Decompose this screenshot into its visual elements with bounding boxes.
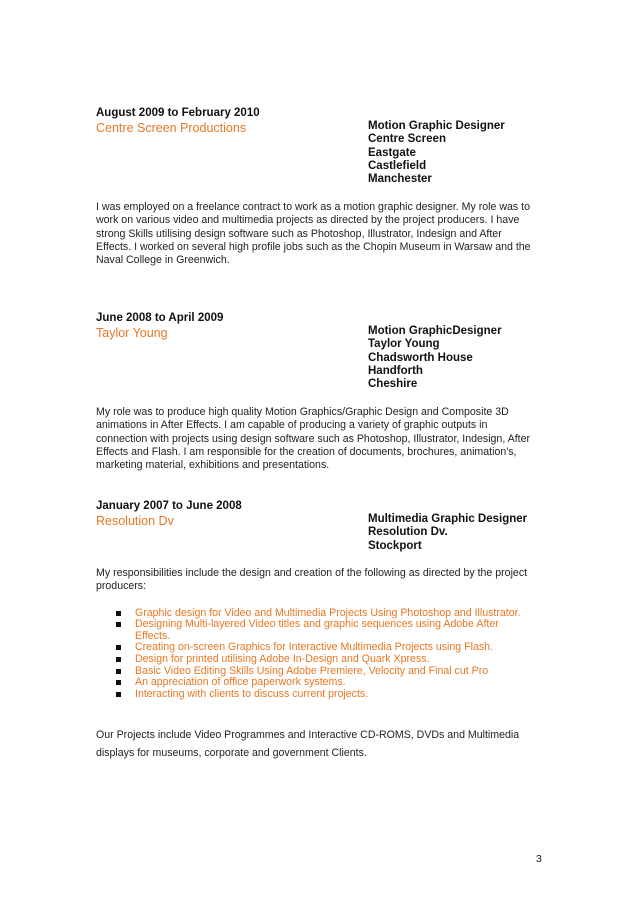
description-line: Naval College in Greenwich.: [96, 254, 230, 267]
closing-paragraph: [96, 726, 546, 762]
job-dates: August 2009 to February 2010: [96, 107, 260, 119]
job-entry: [96, 106, 546, 267]
page-number: 3: [536, 853, 542, 865]
description-line: Effects. I worked on several high profile jobs such as the Chopin Museum in Warsaw and the: [96, 240, 531, 253]
job-title-address: [368, 513, 527, 553]
company-name: Taylor Young: [96, 326, 168, 340]
address-line: Taylor Young: [368, 338, 440, 351]
list-item: Interacting with clients to discuss current projects.: [96, 689, 546, 701]
job-title: Multimedia Graphic Designer: [368, 513, 528, 525]
description-line: producers:: [96, 580, 147, 593]
list-item: Creating on-screen Graphics for Interactive Multimedia Projects using Flash.: [96, 642, 546, 654]
description-line: My responsibilities include the design and creation of the following as directed by the project: [96, 567, 528, 579]
address-line: Chadsworth House: [368, 351, 473, 364]
job-dates: June 2008 to April 2009: [96, 312, 224, 324]
description-line: work on various video and multimedia projects as directed by the project producers. I have: [96, 214, 520, 227]
description-line: marketing material, exhibitions and presentations.: [96, 459, 330, 472]
address-line: Cheshire: [368, 378, 418, 391]
job-title: Motion Graphic Designer: [368, 120, 505, 132]
square-bullet-icon: [116, 645, 121, 650]
description-line: strong Skills utilising design software such as Photoshop, Illustrator, Indesign and After: [96, 227, 502, 240]
description-line: connection with projects using design software such as Photoshop, Illustrator, Indesign, After: [96, 432, 531, 445]
address-line: Handforth: [368, 364, 423, 377]
description-line: I was employed on a freelance contract to work as a motion graphic designer. My role was to: [96, 201, 530, 213]
company-name: Centre Screen Productions: [96, 121, 247, 135]
description-line: Effects and Flash. I am responsible for the creation of documents, brochures, animation's,: [96, 445, 517, 458]
job-description: [96, 567, 546, 594]
description-line: Our Projects include Video Programmes and Interactive CD-ROMS, DVDs and Multimedia: [96, 729, 520, 742]
job-title-address: [368, 325, 502, 391]
list-item: Design for printed utilising Adobe In-Design and Quark Xpress.: [96, 654, 546, 666]
square-bullet-icon: [116, 622, 121, 627]
address-line: Stockport: [368, 539, 422, 552]
description-line: My role was to produce high quality Motion Graphics/Graphic Design and Composite 3D: [96, 406, 509, 418]
address-line: Manchester: [368, 173, 432, 186]
square-bullet-icon: [116, 669, 121, 674]
job-dates: January 2007 to June 2008: [96, 500, 242, 512]
address-line: Eastgate: [368, 146, 416, 159]
square-bullet-icon: [116, 692, 121, 697]
square-bullet-icon: [116, 657, 121, 662]
square-bullet-icon: [116, 611, 121, 616]
job-entry: [96, 499, 546, 762]
address-line: Centre Screen: [368, 133, 446, 146]
job-entry: [96, 311, 546, 472]
job-title-address: [368, 120, 505, 186]
list-item: Graphic design for Video and Multimedia Projects Using Photoshop and Illustrator.: [96, 608, 546, 620]
list-item: An appreciation of office paperwork systems.: [96, 677, 546, 689]
address-line: Castlefield: [368, 159, 427, 172]
address-line: Resolution Dv.: [368, 526, 448, 539]
description-line: animations in After Effects. I am capable of producing a variety of graphic outputs in: [96, 419, 488, 432]
job-description: [96, 406, 546, 472]
company-name: Resolution Dv: [96, 514, 174, 528]
job-title: Motion GraphicDesigner: [368, 325, 502, 337]
list-item: Basic Video Editing Skills Using Adobe Premiere, Velocity and Final cut Pro: [96, 666, 546, 678]
list-item: Designing Multi-layered Video titles and graphic sequences using Adobe After Effects.: [96, 619, 546, 642]
responsibilities-list: [96, 608, 546, 701]
job-description: [96, 201, 546, 267]
square-bullet-icon: [116, 680, 121, 685]
description-line: displays for museums, corporate and government Clients.: [96, 747, 367, 760]
